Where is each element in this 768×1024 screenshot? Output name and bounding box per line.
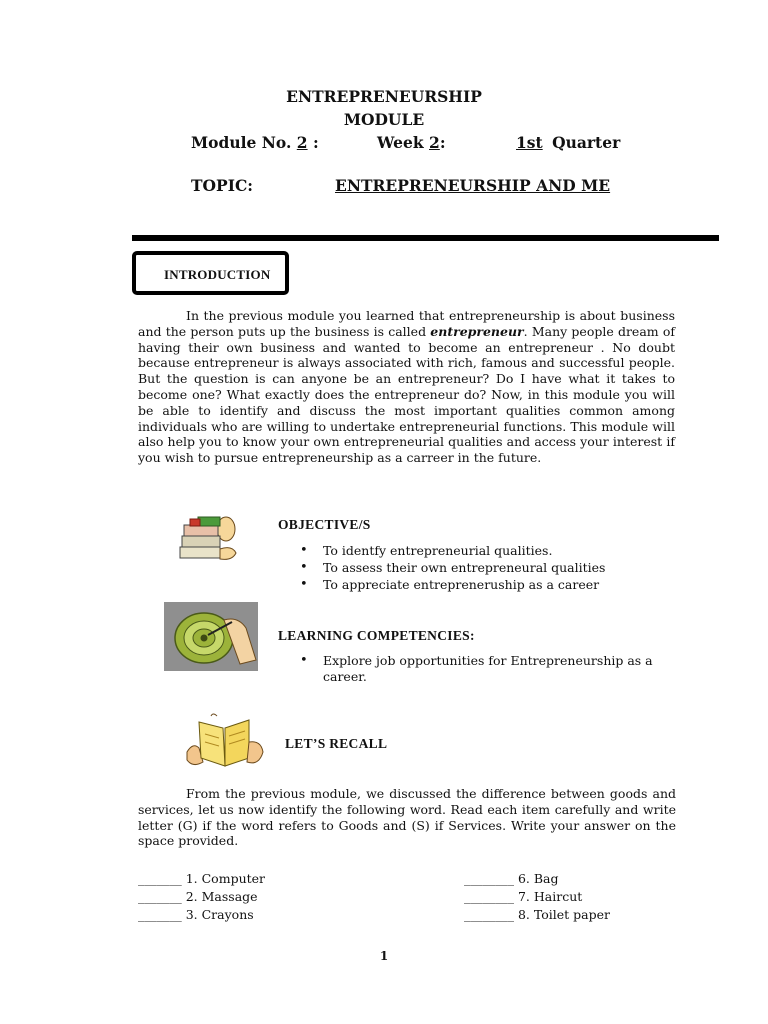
books-icon	[174, 507, 240, 565]
recall-text: From the previous module, we discussed the difference between goods and services, let us now identify the following word. Read each item carefully and write letter (G) if the word refers to Goods and (S) if Services. Write your answer on the space provided.	[138, 786, 676, 849]
competencies-list	[299, 653, 669, 685]
introduction-box	[132, 251, 289, 295]
topic-value: ENTREPRENEURSHIP AND ME	[335, 176, 611, 195]
answer-item[interactable]: _______ 3. Crayons	[138, 907, 254, 922]
competencies-title: LEARNING COMPETENCIES:	[278, 628, 475, 643]
objective-item: • To assess their own entrepreneural qualities	[299, 559, 679, 576]
introduction-label: INTRODUCTION	[164, 267, 271, 282]
objective-item: • To identfy entrepreneurial qualities.	[299, 542, 679, 559]
objectives-list	[299, 542, 679, 593]
intro-text-2: . Many people dream of having their own business and wanted to become an entrepreneur . No doubt because entrepreneur is always associated with rich, famous and successful people. But the question is can anyone be an entrepreneur? Do I have what it takes to become one? What exactly does the entrepreneur do? Now, in this module you will be able to identify and discuss the most important qualities common among individuals who are willing to undertake entrepreneurial functions. This module will also help you to know your own entrepreneurial qualities and access your interest if you wish to pursue entrepreneurship as a carreer in the future.	[138, 323, 676, 466]
answer-list-right	[464, 870, 610, 924]
page-number: 1	[379, 949, 389, 963]
objective-item: • To appreciate entrepreneruship as a career	[299, 576, 679, 593]
recall-paragraph	[138, 786, 676, 849]
objectives-title: OBJECTIVE/S	[278, 517, 371, 532]
header-divider	[132, 235, 719, 241]
week-line	[377, 133, 446, 152]
answer-list-left	[138, 870, 265, 924]
answer-item[interactable]: ________ 7. Haircut	[464, 889, 583, 904]
module-title: ENTREPRENEURSHIP	[286, 87, 482, 106]
module-label: Module No.	[191, 133, 292, 152]
week-colon: :	[439, 133, 446, 152]
module-subtitle: MODULE	[343, 110, 425, 129]
quarter-line	[516, 133, 620, 152]
recall-title: LET’S RECALL	[285, 736, 388, 751]
target-dart-icon	[164, 602, 258, 671]
intro-text-1: In the previous module you learned that entrepreneurship is about business and the person puts up the business is called	[138, 308, 675, 339]
answer-item[interactable]: ________ 8. Toilet paper	[464, 907, 610, 922]
open-book-icon	[183, 712, 265, 772]
introduction-paragraph	[138, 308, 675, 466]
answer-item[interactable]: _______ 1. Computer	[138, 871, 266, 886]
quarter-label: Quarter	[552, 133, 621, 152]
module-colon: :	[313, 133, 319, 152]
topic-label: TOPIC:	[191, 176, 253, 195]
competency-item: • Explore job opportunities for Entrepreneurship as a career.	[299, 653, 669, 685]
week-number: 2	[429, 133, 440, 152]
answer-item[interactable]: _______ 2. Massage	[138, 889, 258, 904]
intro-emphasis: entrepreneur	[430, 323, 524, 339]
module-number-line	[191, 133, 319, 152]
week-label: Week	[377, 133, 424, 152]
answer-item[interactable]: ________ 6. Bag	[464, 871, 559, 886]
module-number: 2	[296, 133, 308, 152]
quarter-number: 1st	[516, 133, 543, 152]
